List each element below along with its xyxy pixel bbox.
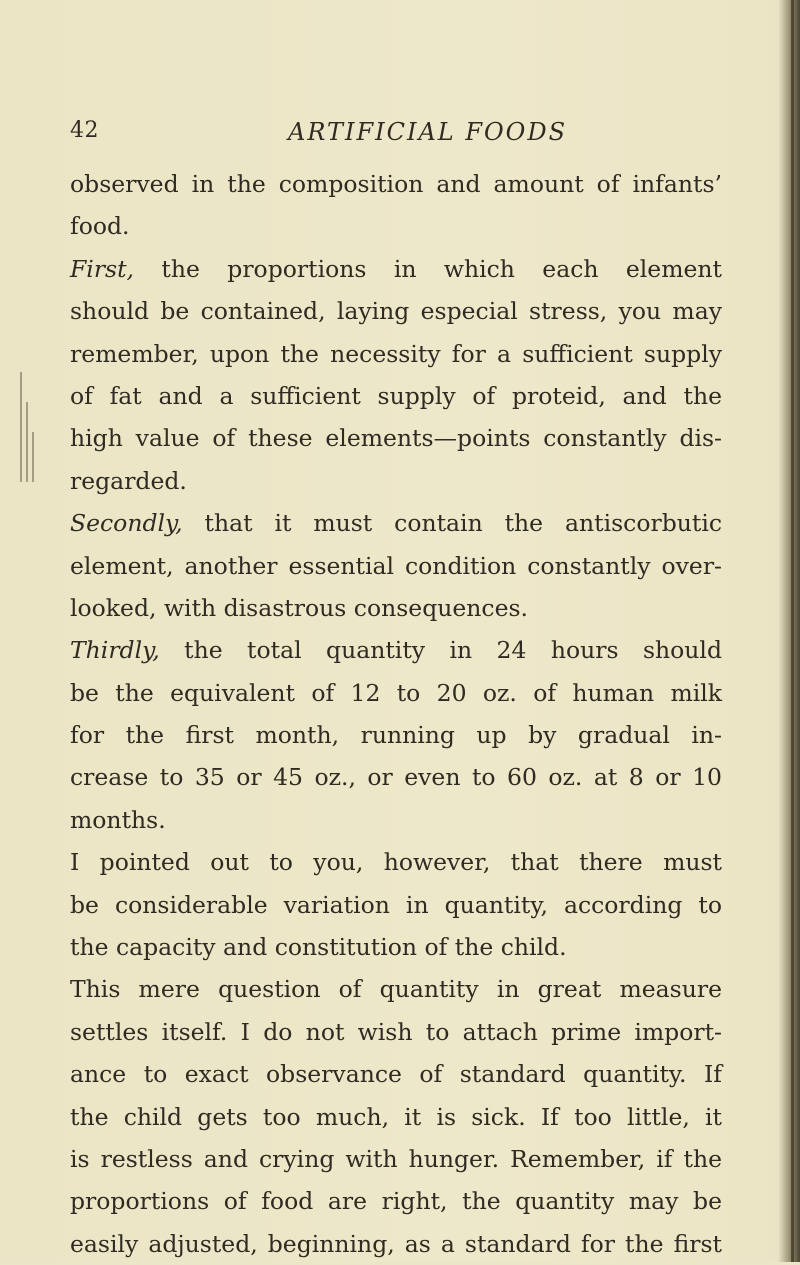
text-line: settles itself. I do not wish to attach prime import- bbox=[70, 1017, 722, 1046]
binding-edge bbox=[791, 0, 794, 1262]
show-through-marks bbox=[18, 372, 48, 492]
text-line: months. bbox=[70, 805, 166, 834]
text-line: observed in the composition and amount of infants’ bbox=[70, 170, 722, 198]
text-line: should be contained, laying especial stress, you may bbox=[70, 297, 722, 326]
text-line: ance to exact observance of standard quantity. If bbox=[70, 1060, 722, 1089]
binding-shadow bbox=[778, 0, 800, 1262]
text-line: be the equivalent of 12 to 20 oz. of human milk bbox=[70, 678, 722, 707]
text-line: I pointed out to you, however, that there must bbox=[70, 848, 722, 877]
text-line: of fat and a sufficient supply of proteid, and the bbox=[70, 381, 722, 410]
text-line: high value of these elements—points constantly dis- bbox=[70, 424, 722, 453]
page-number: 42 bbox=[70, 118, 99, 143]
text-line: the child gets too much, it is sick. If too little, it bbox=[70, 1102, 722, 1131]
paragraph-lead: Secondly, bbox=[70, 509, 183, 538]
text-line: looked, with disastrous consequences. bbox=[70, 593, 529, 622]
text-line: easily adjusted, beginning, as a standard for the first bbox=[70, 1229, 722, 1258]
text-line: proportions of food are right, the quantity may be bbox=[70, 1187, 722, 1216]
text-fragment: that it must contain the antiscorbutic bbox=[182, 509, 722, 538]
text-line: is restless and crying with hunger. Remember, if the bbox=[70, 1144, 722, 1173]
paragraph-lead: Thirdly, bbox=[70, 636, 160, 665]
text-fragment: the total quantity in 24 hours should bbox=[159, 636, 722, 665]
page-header bbox=[70, 118, 670, 148]
text-line bbox=[70, 502, 722, 544]
text-line: the capacity and constitution of the child. bbox=[70, 933, 567, 962]
text-line: This mere question of quantity in great measure bbox=[70, 975, 722, 1004]
body-text bbox=[70, 163, 722, 1265]
text-line: regarded. bbox=[70, 466, 187, 495]
paragraph-lead: First, bbox=[70, 254, 135, 283]
text-line: element, another essential condition constantly over- bbox=[70, 551, 722, 580]
text-line: for the first month, running up by gradual in- bbox=[70, 721, 722, 750]
text-line bbox=[70, 629, 722, 671]
text-line bbox=[70, 248, 722, 290]
text-line: be considerable variation in quantity, according to bbox=[70, 890, 722, 919]
text-line: remember, upon the necessity for a sufficient supply bbox=[70, 339, 722, 368]
text-line: crease to 35 or 45 oz., or even to 60 oz. at 8 or 10 bbox=[70, 763, 722, 792]
text-fragment: the proportions in which each element bbox=[134, 254, 722, 283]
text-line: food. bbox=[70, 212, 130, 241]
running-head: ARTIFICIAL FOODS bbox=[288, 118, 568, 146]
